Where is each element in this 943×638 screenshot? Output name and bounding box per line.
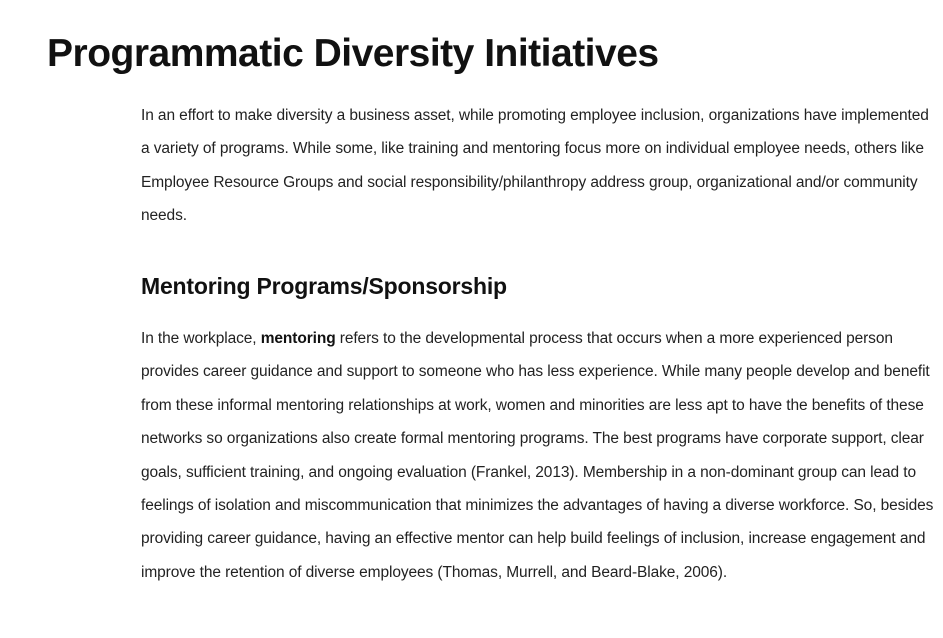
- term-mentoring: mentoring: [260, 330, 336, 347]
- section-heading-mentoring: Mentoring Programs/Sponsorship: [141, 273, 507, 299]
- article-body: [141, 99, 941, 581]
- page-title: Programmatic Diversity Initiatives: [47, 32, 659, 75]
- intro-paragraph: In an effort to make diversity a business asset, while promoting employee inclusion, organizations have implemented a variety of programs. While some, like training and mentoring focus more on individual employee needs, others like Employee Resource Groups and social responsibility/philanthropy address group, organizational and/or community needs.: [141, 107, 929, 225]
- mentoring-paragraph-body: refers to the developmental process that occurs when a more experienced person provides career guidance and support to someone who has less experience. While many people develop and benefit from these informal mentoring relationships at work, women and minorities are less apt to have the benefits of these networks so organizations also create formal mentoring programs. The best programs have corporate support, clear goals, sufficient training, and ongoing evaluation (Frankel, 2013). Membership in a non-dominant group can lead to feelings of isolation and miscommunication that minimizes the advantages of having a diverse workforce. So, besides providing career guidance, having an effective mentor can help build feelings of inclusion, increase engagement and improve the retention of diverse employees (Thomas, Murrell, and Beard-Blake, 2006).: [141, 330, 934, 581]
- mentoring-paragraph-lead: In the workplace,: [141, 330, 261, 347]
- mentoring-paragraph: [141, 322, 941, 589]
